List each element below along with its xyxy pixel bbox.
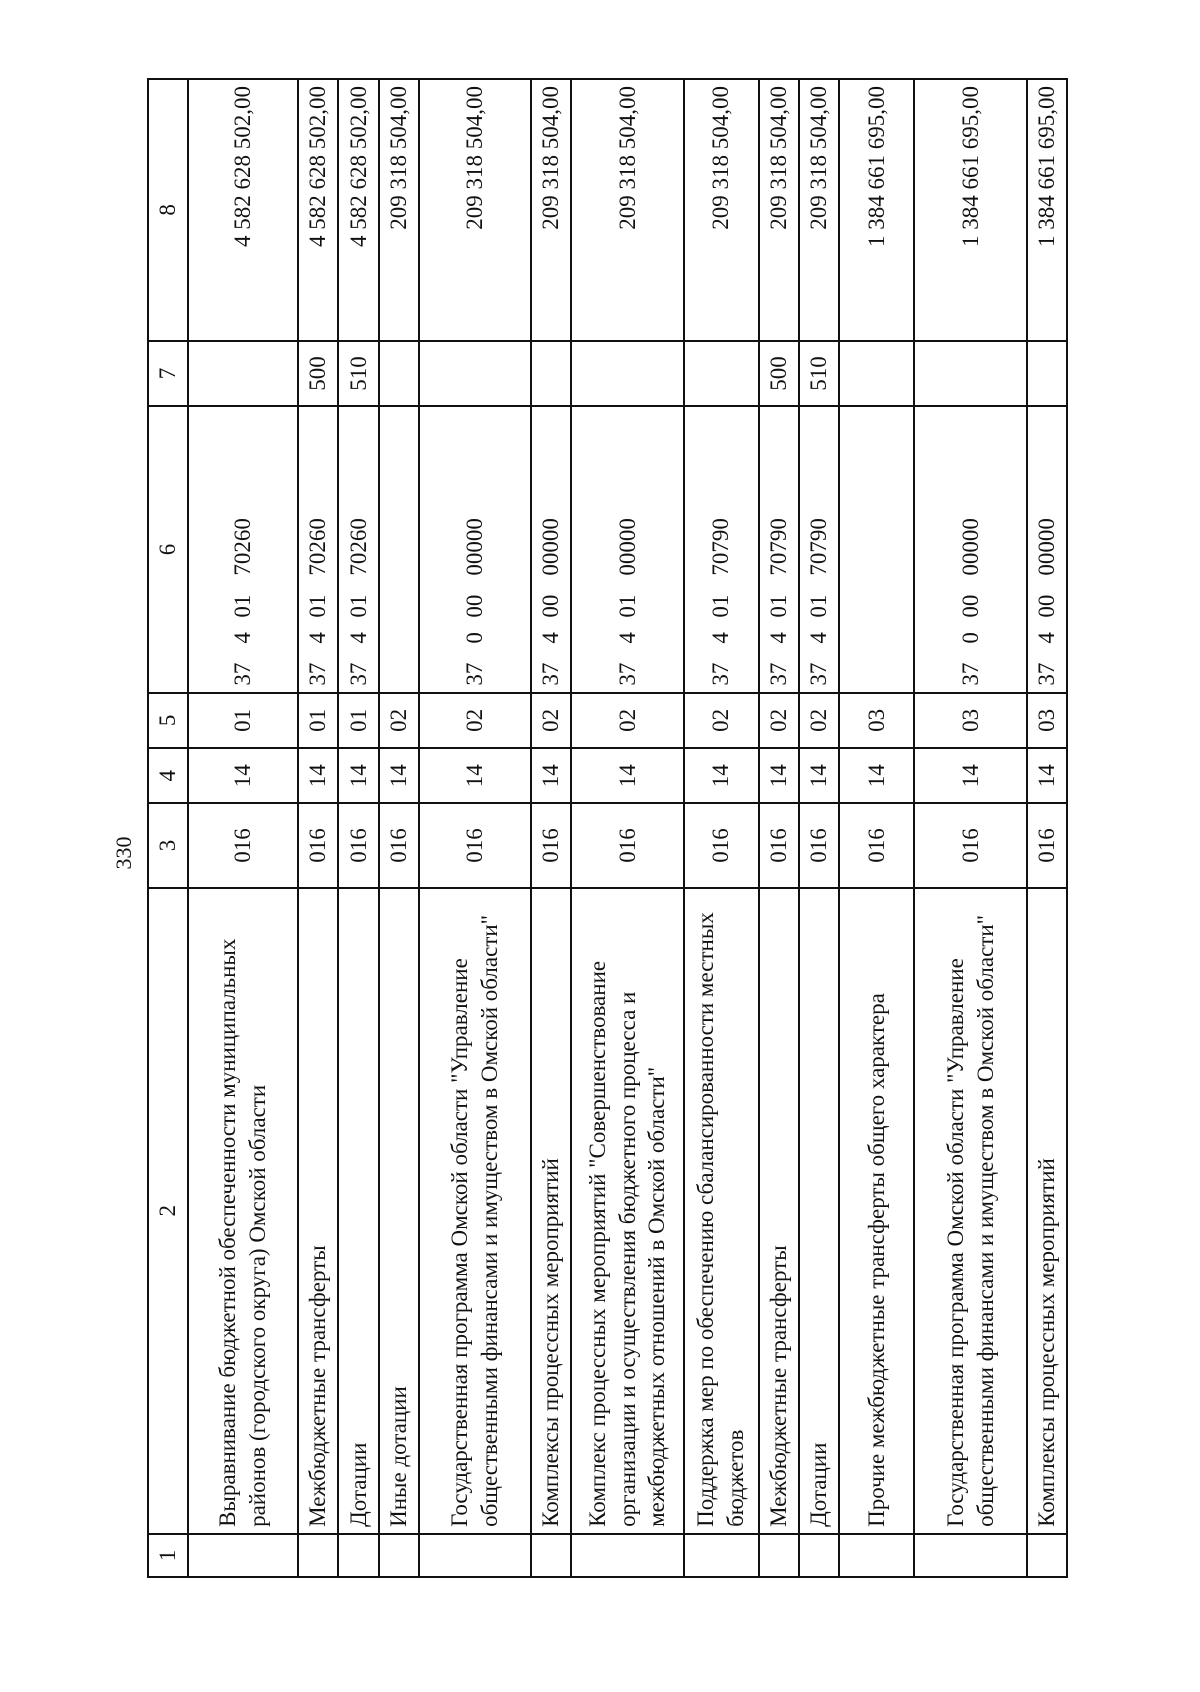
code-part: 00000 <box>957 518 983 576</box>
code-part: 70790 <box>806 518 832 576</box>
admin-code-cell: 016 <box>684 803 759 887</box>
header-col-6: 6 <box>148 406 188 692</box>
target-article-cell <box>571 406 683 692</box>
section-cell: 14 <box>914 748 1026 803</box>
amount-cell: 4 582 628 502,00 <box>188 79 298 341</box>
row-number-cell <box>531 1534 571 1577</box>
code-part: 37 <box>305 662 331 686</box>
subsection-cell: 01 <box>298 693 338 748</box>
subsection-cell: 02 <box>531 693 571 748</box>
code-part: 4 <box>345 632 371 644</box>
row-number-cell <box>188 1534 298 1577</box>
section-cell: 14 <box>1027 748 1067 803</box>
target-article-cell <box>914 406 1026 692</box>
code-part: 0 <box>462 632 488 644</box>
header-col-1: 1 <box>148 1534 188 1577</box>
row-number-cell <box>799 1534 839 1577</box>
code-part: 70260 <box>345 518 371 576</box>
subsection-cell: 02 <box>684 693 759 748</box>
code-part: 0 <box>957 632 983 644</box>
page-number: 330 <box>111 836 136 870</box>
target-article-cell <box>298 406 338 692</box>
description-cell: Государственная программа Омской области "Управление общественными финансами и имуществом в Омской области" <box>914 888 1026 1534</box>
code-part: 37 <box>957 662 983 686</box>
description-cell: Межбюджетные трансферты <box>759 888 799 1534</box>
code-part: 00000 <box>538 518 564 576</box>
table-row <box>759 79 799 1577</box>
code-part: 37 <box>765 662 791 686</box>
code-part: 00 <box>957 594 983 618</box>
code-part: 37 <box>538 662 564 686</box>
admin-code-cell: 016 <box>799 803 839 887</box>
code-part: 4 <box>765 632 791 644</box>
target-article-code <box>764 413 794 685</box>
amount-cell: 209 318 504,00 <box>684 79 759 341</box>
target-article-code <box>706 413 736 685</box>
code-part: 00 <box>462 594 488 618</box>
header-col-4: 4 <box>148 748 188 803</box>
code-part: 00 <box>538 594 564 618</box>
subsection-cell: 02 <box>419 693 531 748</box>
code-part: 37 <box>1033 662 1059 686</box>
code-part: 01 <box>345 594 371 618</box>
code-part: 37 <box>462 662 488 686</box>
budget-table <box>147 78 1068 1578</box>
code-part: 4 <box>305 632 331 644</box>
amount-cell: 209 318 504,00 <box>531 79 571 341</box>
section-cell: 14 <box>419 748 531 803</box>
section-cell: 14 <box>571 748 683 803</box>
code-part: 00000 <box>1033 518 1059 576</box>
subsection-cell: 03 <box>839 693 914 748</box>
section-cell: 14 <box>188 748 298 803</box>
subsection-cell: 02 <box>571 693 683 748</box>
rotated-page-content <box>147 78 1068 1578</box>
admin-code-cell: 016 <box>759 803 799 887</box>
target-article-cell <box>759 406 799 692</box>
code-part: 4 <box>806 632 832 644</box>
row-number-cell <box>759 1534 799 1577</box>
code-part: 37 <box>614 662 640 686</box>
description-cell: Прочие межбюджетные трансферты общего характера <box>839 888 914 1534</box>
code-part: 4 <box>614 632 640 644</box>
admin-code-cell: 016 <box>419 803 531 887</box>
admin-code-cell: 016 <box>531 803 571 887</box>
code-part: 01 <box>614 594 640 618</box>
section-cell: 14 <box>531 748 571 803</box>
row-number-cell <box>684 1534 759 1577</box>
code-part: 4 <box>230 632 256 644</box>
row-number-cell <box>379 1534 419 1577</box>
description-cell: Межбюджетные трансферты <box>298 888 338 1534</box>
table-row <box>419 79 531 1577</box>
admin-code-cell: 016 <box>1027 803 1067 887</box>
header-col-3: 3 <box>148 803 188 887</box>
amount-cell: 209 318 504,00 <box>759 79 799 341</box>
admin-code-cell: 016 <box>298 803 338 887</box>
description-cell: Комплекс процессных мероприятий "Совершенствование организации и осуществления бюджетного процесса и межбюджетных отношений в Омской области" <box>571 888 683 1534</box>
target-article-code <box>460 413 490 685</box>
admin-code-cell: 016 <box>379 803 419 887</box>
target-article-code <box>536 413 566 685</box>
subsection-cell: 02 <box>379 693 419 748</box>
target-article-cell <box>338 406 378 692</box>
amount-cell: 1 384 661 695,00 <box>914 79 1026 341</box>
admin-code-cell: 016 <box>571 803 683 887</box>
expense-type-cell <box>379 341 419 407</box>
target-article-cell <box>379 406 419 692</box>
amount-cell: 4 582 628 502,00 <box>298 79 338 341</box>
target-article-code <box>1032 413 1062 685</box>
table-row <box>839 79 914 1577</box>
amount-cell: 209 318 504,00 <box>799 79 839 341</box>
amount-cell: 209 318 504,00 <box>379 79 419 341</box>
subsection-cell: 02 <box>799 693 839 748</box>
code-part: 70790 <box>708 518 734 576</box>
code-part: 70260 <box>230 518 256 576</box>
target-article-cell <box>684 406 759 692</box>
amount-cell: 1 384 661 695,00 <box>839 79 914 341</box>
description-cell: Дотации <box>799 888 839 1534</box>
subsection-cell: 03 <box>1027 693 1067 748</box>
expense-type-cell <box>1027 341 1067 407</box>
header-col-8: 8 <box>148 79 188 341</box>
expense-type-cell <box>571 341 683 407</box>
description-cell: Иные дотации <box>379 888 419 1534</box>
target-article-code <box>956 413 986 685</box>
admin-code-cell: 016 <box>914 803 1026 887</box>
code-part: 70790 <box>765 518 791 576</box>
admin-code-cell: 016 <box>839 803 914 887</box>
table-row <box>914 79 1026 1577</box>
expense-type-cell <box>914 341 1026 407</box>
code-part: 4 <box>538 632 564 644</box>
table-row <box>298 79 338 1577</box>
target-article-code <box>303 413 333 685</box>
table-row <box>188 79 298 1577</box>
target-article-code <box>228 413 258 685</box>
table-row <box>531 79 571 1577</box>
code-part: 37 <box>708 662 734 686</box>
target-article-cell <box>799 406 839 692</box>
row-number-cell <box>298 1534 338 1577</box>
table-row <box>571 79 683 1577</box>
description-cell: Государственная программа Омской области "Управление общественными финансами и имуществом в Омской области" <box>419 888 531 1534</box>
row-number-cell <box>571 1534 683 1577</box>
section-cell: 14 <box>799 748 839 803</box>
admin-code-cell: 016 <box>188 803 298 887</box>
amount-cell: 209 318 504,00 <box>571 79 683 341</box>
row-number-cell <box>419 1534 531 1577</box>
expense-type-cell: 500 <box>759 341 799 407</box>
expense-type-cell <box>419 341 531 407</box>
expense-type-cell <box>684 341 759 407</box>
code-part: 01 <box>708 594 734 618</box>
target-article-cell <box>839 406 914 692</box>
section-cell: 14 <box>379 748 419 803</box>
code-part: 4 <box>1033 632 1059 644</box>
description-cell: Выравнивание бюджетной обеспеченности муниципальных районов (городского округа) Омской области <box>188 888 298 1534</box>
description-cell: Комплексы процессных мероприятий <box>531 888 571 1534</box>
table-row <box>799 79 839 1577</box>
target-article-code <box>613 413 643 685</box>
subsection-cell: 02 <box>759 693 799 748</box>
subsection-cell: 01 <box>188 693 298 748</box>
section-cell: 14 <box>759 748 799 803</box>
target-article-code <box>804 413 834 685</box>
target-article-cell <box>188 406 298 692</box>
section-cell: 14 <box>338 748 378 803</box>
code-part: 01 <box>305 594 331 618</box>
code-part: 37 <box>230 662 256 686</box>
header-row <box>148 79 188 1577</box>
row-number-cell <box>914 1534 1026 1577</box>
subsection-cell: 01 <box>338 693 378 748</box>
table-row <box>684 79 759 1577</box>
table-row <box>379 79 419 1577</box>
code-part: 4 <box>708 632 734 644</box>
table-body <box>188 79 1067 1577</box>
table-row <box>338 79 378 1577</box>
table-row <box>1027 79 1067 1577</box>
expense-type-cell: 510 <box>338 341 378 407</box>
description-cell: Комплексы процессных мероприятий <box>1027 888 1067 1534</box>
row-number-cell <box>1027 1534 1067 1577</box>
header-col-5: 5 <box>148 693 188 748</box>
header-col-7: 7 <box>148 341 188 407</box>
amount-cell: 209 318 504,00 <box>419 79 531 341</box>
amount-cell: 4 582 628 502,00 <box>338 79 378 341</box>
row-number-cell <box>338 1534 378 1577</box>
amount-cell: 1 384 661 695,00 <box>1027 79 1067 341</box>
header-col-2: 2 <box>148 888 188 1534</box>
admin-code-cell: 016 <box>338 803 378 887</box>
code-part: 70260 <box>305 518 331 576</box>
description-cell: Дотации <box>338 888 378 1534</box>
section-cell: 14 <box>684 748 759 803</box>
section-cell: 14 <box>298 748 338 803</box>
code-part: 00000 <box>614 518 640 576</box>
code-part: 37 <box>345 662 371 686</box>
target-article-cell <box>1027 406 1067 692</box>
code-part: 01 <box>806 594 832 618</box>
row-number-cell <box>839 1534 914 1577</box>
code-part: 01 <box>230 594 256 618</box>
description-cell: Поддержка мер по обеспечению сбалансированности местных бюджетов <box>684 888 759 1534</box>
target-article-code <box>344 413 374 685</box>
target-article-cell <box>419 406 531 692</box>
subsection-cell: 03 <box>914 693 1026 748</box>
code-part: 00 <box>1033 594 1059 618</box>
expense-type-cell: 500 <box>298 341 338 407</box>
code-part: 37 <box>806 662 832 686</box>
expense-type-cell <box>188 341 298 407</box>
expense-type-cell <box>531 341 571 407</box>
code-part: 01 <box>765 594 791 618</box>
section-cell: 14 <box>839 748 914 803</box>
code-part: 00000 <box>462 518 488 576</box>
expense-type-cell <box>839 341 914 407</box>
target-article-cell <box>531 406 571 692</box>
expense-type-cell: 510 <box>799 341 839 407</box>
